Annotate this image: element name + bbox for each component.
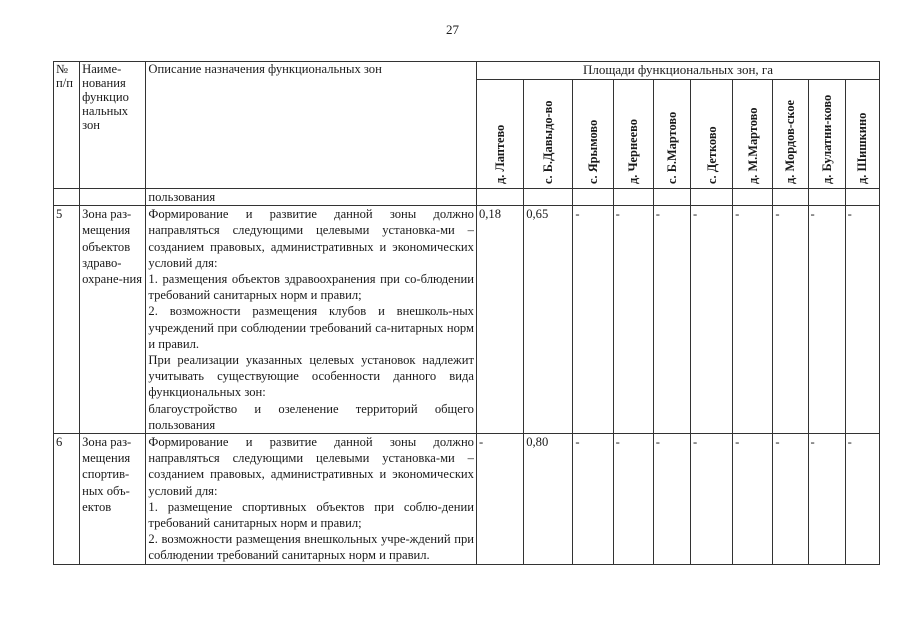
area-cell: [653, 189, 690, 206]
header-village-bdavydovo: с. Б.Давыдо-во: [524, 80, 573, 189]
table-row: [54, 189, 880, 206]
row-zone-description: [146, 434, 477, 565]
row-zone-name: Зона раз-мещения спортив-ных объ-ектов: [80, 434, 146, 565]
area-cell: -: [653, 206, 690, 434]
area-cell: -: [613, 206, 653, 434]
area-cell: [733, 189, 773, 206]
row-number: [54, 189, 80, 206]
area-cell: -: [773, 206, 808, 434]
header-village-shishkino: д. Шишкино: [845, 80, 879, 189]
functional-zones-table: [53, 61, 880, 565]
area-cell: [573, 189, 613, 206]
area-cell: -: [733, 206, 773, 434]
page-number: 27: [446, 22, 459, 37]
area-cell: -: [573, 206, 613, 434]
area-cell: -: [845, 206, 879, 434]
header-village-bmartovo: с. Б.Мартово: [653, 80, 690, 189]
row-number: 6: [54, 434, 80, 565]
area-cell: [808, 189, 845, 206]
header-village-cherneevo: д. Чернеево: [613, 80, 653, 189]
area-cell: -: [845, 434, 879, 565]
description-paragraph: 2. возможности размещения клубов и внешколь-ных учреждений при соблюдении требований са-нитарных норм и правил.: [148, 304, 474, 351]
area-cell: -: [808, 434, 845, 565]
area-cell: [613, 189, 653, 206]
area-cell: -: [613, 434, 653, 565]
row-number: 5: [54, 206, 80, 434]
description-paragraph: 1. размещение спортивных объектов при соблю-дении требований санитарных норм и правил;: [148, 499, 474, 531]
area-cell: -: [808, 206, 845, 434]
description-paragraph: 2. возможности размещения внешкольных учре-ждений при соблюдении требований санитарных норм и правил.: [148, 532, 474, 563]
area-cell: [690, 189, 732, 206]
area-cell: 0,18: [476, 206, 523, 434]
description-paragraph: Формирование и развитие данной зоны должно направляться следующими целевыми установка-ми – созданием правовых, административных и экономических условий для:: [148, 207, 474, 270]
header-area-title: Площади функциональных зон, га: [476, 62, 879, 80]
description-paragraph: При реализации указанных целевых установок надлежит учитывать существующие особенности данного вида функциональных зон:: [148, 353, 474, 400]
header-village-yarymovo: с. Ярымово: [573, 80, 613, 189]
table-row: [54, 434, 880, 565]
area-cell: [845, 189, 879, 206]
area-cell: [773, 189, 808, 206]
header-number: № п/п: [54, 62, 80, 189]
area-cell: 0,65: [524, 206, 573, 434]
area-cell: [524, 189, 573, 206]
description-paragraph: Формирование и развитие данной зоны должно направляться следующими целевыми установка-ми – созданием правовых, административных и экономических условий для:: [148, 435, 474, 498]
area-cell: -: [573, 434, 613, 565]
header-zone-description: Описание назначения функциональных зон: [146, 62, 477, 189]
area-cell: -: [733, 434, 773, 565]
area-cell: -: [476, 434, 523, 565]
header-village-detkovo: с. Детково: [690, 80, 732, 189]
area-cell: -: [690, 206, 732, 434]
row-zone-description: [146, 206, 477, 434]
header-village-mordovskoe: д. Мордов-ское: [773, 80, 808, 189]
header-village-mmartovo: д. М.Мартово: [733, 80, 773, 189]
table-row: [54, 206, 880, 434]
description-paragraph: благоустройство и озеленение территорий общего пользования: [148, 401, 474, 432]
header-village-bulatnikovo: д. Булатни-ково: [808, 80, 845, 189]
area-cell: -: [653, 434, 690, 565]
row-zone-description: пользования: [146, 189, 477, 206]
header-zone-name: Наиме-нования функцио нальных зон: [80, 62, 146, 189]
description-paragraph: 1. размещения объектов здравоохранения при со-блюдении требований санитарных норм и правил;: [148, 272, 474, 303]
area-cell: [476, 189, 523, 206]
area-cell: -: [690, 434, 732, 565]
area-cell: 0,80: [524, 434, 573, 565]
header-village-lapte: д. Лаптево: [476, 80, 523, 189]
row-zone-name: Зона раз-мещения объектов здраво-охране-ния: [80, 206, 146, 434]
area-cell: -: [773, 434, 808, 565]
row-zone-name: [80, 189, 146, 206]
